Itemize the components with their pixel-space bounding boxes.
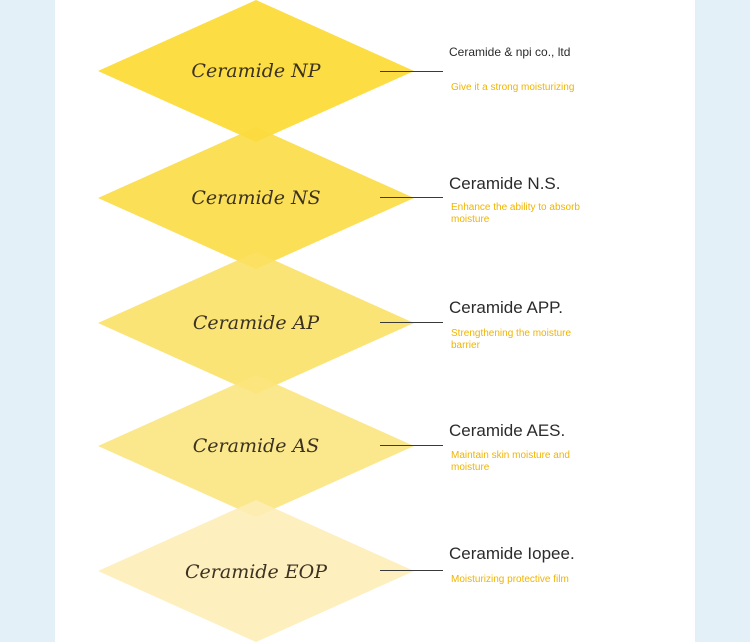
- item-title: Ceramide & npi co., ltd: [449, 45, 571, 59]
- diamond-label: Ceramide AP: [192, 312, 320, 334]
- item-description: Enhance the ability to absorb moisture: [451, 202, 580, 225]
- item-title: Ceramide Iopee.: [449, 544, 575, 563]
- diamond-label: Ceramide AS: [192, 435, 320, 457]
- item-description: Strengthening the moisture barrier: [451, 328, 572, 351]
- item-title: Ceramide APP.: [449, 298, 564, 317]
- diamond-label: Ceramide NP: [191, 60, 321, 82]
- item-description: Moisturizing protective film: [451, 574, 569, 585]
- item-title: Ceramide N.S.: [449, 174, 561, 193]
- item-description: Give it a strong moisturizing: [451, 82, 575, 93]
- item-title: Ceramide AES.: [449, 421, 566, 440]
- connector-line: [380, 322, 443, 323]
- diamond-label: Ceramide NS: [191, 187, 321, 209]
- diamond-label: Ceramide EOP: [185, 561, 327, 583]
- connector-line: [380, 570, 443, 571]
- connector-line: [380, 197, 443, 198]
- item-description: Maintain skin moisture and moisture: [451, 450, 570, 473]
- connector-line: [380, 71, 443, 72]
- connector-line: [380, 445, 443, 446]
